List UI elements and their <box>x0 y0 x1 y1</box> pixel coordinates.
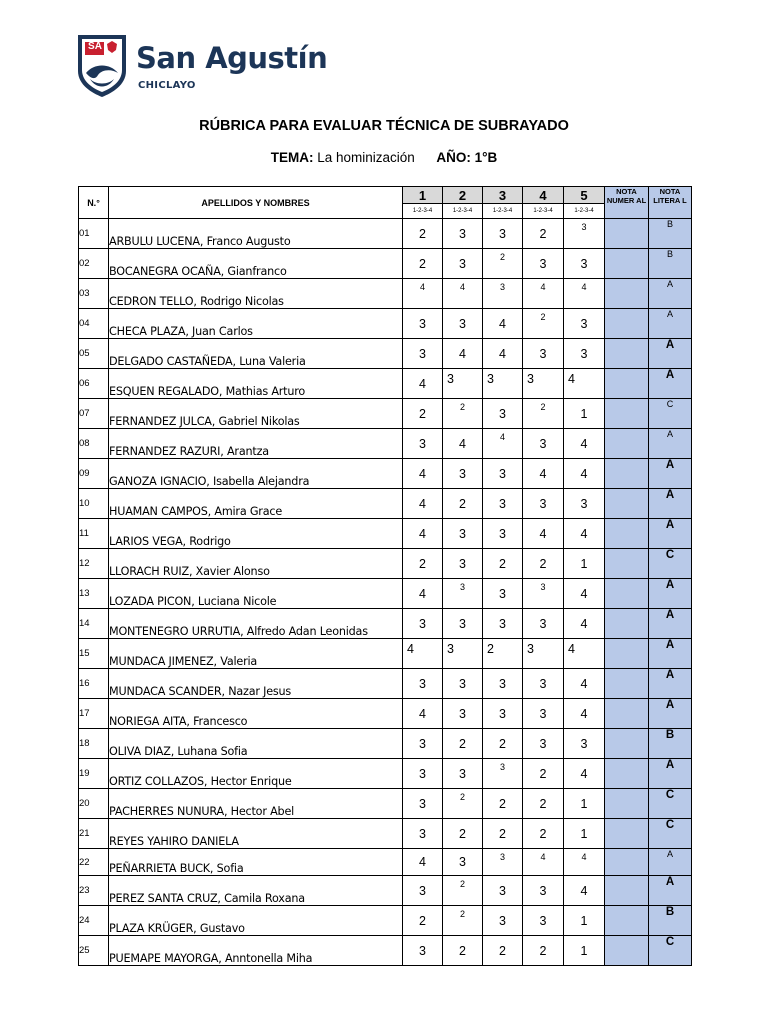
criterion-score: 4 <box>564 876 605 906</box>
criterion-score: 3 <box>443 549 483 579</box>
criterion-score: 2 <box>443 876 483 906</box>
criterion-score: 3 <box>403 936 443 966</box>
criterion-score: 3 <box>443 759 483 789</box>
nota-literal-cell: C <box>649 936 692 966</box>
criterion-score: 3 <box>403 339 443 369</box>
table-row <box>79 759 692 789</box>
nota-numeral-cell <box>605 249 649 279</box>
nota-numeral-cell <box>605 876 649 906</box>
nota-literal-cell: A <box>649 669 692 699</box>
row-number: 12 <box>79 549 109 579</box>
logo-badge: SA <box>88 41 102 52</box>
header-scale: 1-2-3-4 <box>564 204 605 219</box>
criterion-score: 1 <box>564 549 605 579</box>
nota-literal-cell: A <box>649 759 692 789</box>
criterion-score: 4 <box>403 459 443 489</box>
student-name: MONTENEGRO URRUTIA, Alfredo Adan Leonidas <box>109 609 403 639</box>
table-row <box>79 459 692 489</box>
table-row <box>79 279 692 309</box>
nota-numeral-cell <box>605 279 649 309</box>
header-scale: 1-2-3-4 <box>443 204 483 219</box>
table-row <box>79 339 692 369</box>
nota-numeral-cell <box>605 936 649 966</box>
criterion-score: 4 <box>564 459 605 489</box>
student-name: FERNANDEZ RAZURI, Arantza <box>109 429 403 459</box>
nota-literal-cell: A <box>649 849 692 876</box>
criterion-score: 4 <box>564 759 605 789</box>
table-row <box>79 579 692 609</box>
criterion-score: 4 <box>564 639 605 669</box>
criterion-score: 2 <box>523 819 564 849</box>
page-title: RÚBRICA PARA EVALUAR TÉCNICA DE SUBRAYADO <box>199 118 569 134</box>
row-number: 04 <box>79 309 109 339</box>
criterion-score: 4 <box>523 849 564 876</box>
criterion-score: 3 <box>403 759 443 789</box>
criterion-score: 3 <box>564 249 605 279</box>
table-row <box>79 429 692 459</box>
criterion-score: 2 <box>523 309 564 339</box>
nota-numeral-cell <box>605 609 649 639</box>
nota-numeral-cell <box>605 549 649 579</box>
student-name: PLAZA KRÜGER, Gustavo <box>109 906 403 936</box>
criterion-score: 2 <box>483 639 523 669</box>
criterion-score: 2 <box>523 759 564 789</box>
criterion-score: 4 <box>483 309 523 339</box>
criterion-score: 2 <box>443 729 483 759</box>
header-criterion: 3 <box>483 187 523 204</box>
nota-literal-cell: A <box>649 339 692 369</box>
nota-literal-cell: A <box>649 309 692 339</box>
header-scale: 1-2-3-4 <box>523 204 564 219</box>
nota-numeral-cell <box>605 309 649 339</box>
criterion-score: 3 <box>443 249 483 279</box>
student-name: FERNANDEZ JULCA, Gabriel Nikolas <box>109 399 403 429</box>
nota-literal-cell: B <box>649 729 692 759</box>
criterion-score: 3 <box>483 669 523 699</box>
nota-literal-cell: A <box>649 579 692 609</box>
logo-city: CHICLAYO <box>138 80 196 91</box>
row-number: 16 <box>79 669 109 699</box>
table-row <box>79 729 692 759</box>
criterion-score: 3 <box>523 249 564 279</box>
criterion-score: 3 <box>523 699 564 729</box>
student-name: LOZADA PICON, Luciana Nicole <box>109 579 403 609</box>
student-name: PEÑARRIETA BUCK, Sofia <box>109 849 403 876</box>
criterion-score: 2 <box>523 219 564 249</box>
criterion-score: 3 <box>403 429 443 459</box>
table-row <box>79 609 692 639</box>
student-name: NORIEGA AITA, Francesco <box>109 699 403 729</box>
criterion-score: 3 <box>443 849 483 876</box>
criterion-score: 2 <box>403 906 443 936</box>
student-name: PUEMAPE MAYORGA, Anntonella Miha <box>109 936 403 966</box>
criterion-score: 3 <box>523 489 564 519</box>
table-row <box>79 249 692 279</box>
criterion-score: 3 <box>403 789 443 819</box>
criterion-score: 2 <box>523 789 564 819</box>
criterion-score: 3 <box>523 639 564 669</box>
criterion-score: 2 <box>523 399 564 429</box>
criterion-score: 2 <box>483 819 523 849</box>
nota-numeral-cell <box>605 699 649 729</box>
student-name: OLIVA DIAZ, Luhana Sofia <box>109 729 403 759</box>
student-name: HUAMAN CAMPOS, Amira Grace <box>109 489 403 519</box>
criterion-score: 3 <box>483 219 523 249</box>
student-name: CEDRON TELLO, Rodrigo Nicolas <box>109 279 403 309</box>
anio-value: 1°B <box>474 150 498 165</box>
nota-numeral-cell <box>605 429 649 459</box>
criterion-score: 4 <box>443 279 483 309</box>
row-number: 09 <box>79 459 109 489</box>
criterion-score: 3 <box>523 906 564 936</box>
row-number: 02 <box>79 249 109 279</box>
nota-literal-cell: A <box>649 876 692 906</box>
row-number: 05 <box>79 339 109 369</box>
nota-literal-cell: C <box>649 819 692 849</box>
criterion-score: 3 <box>443 639 483 669</box>
rubric-table <box>78 186 692 966</box>
criterion-score: 2 <box>483 549 523 579</box>
logo-name: San Agustín <box>136 41 328 75</box>
criterion-score: 4 <box>403 279 443 309</box>
row-number: 25 <box>79 936 109 966</box>
criterion-score: 3 <box>443 579 483 609</box>
student-name: CHECA PLAZA, Juan Carlos <box>109 309 403 339</box>
nota-numeral-cell <box>605 489 649 519</box>
criterion-score: 2 <box>523 936 564 966</box>
header-scale: 1-2-3-4 <box>403 204 443 219</box>
nota-literal-cell: A <box>649 489 692 519</box>
criterion-score: 3 <box>443 609 483 639</box>
criterion-score: 4 <box>564 579 605 609</box>
student-name: MUNDACA SCANDER, Nazar Jesus <box>109 669 403 699</box>
criterion-score: 1 <box>564 789 605 819</box>
row-number: 10 <box>79 489 109 519</box>
criterion-score: 3 <box>483 369 523 399</box>
criterion-score: 2 <box>443 399 483 429</box>
student-name: LARIOS VEGA, Rodrigo <box>109 519 403 549</box>
criterion-score: 3 <box>483 699 523 729</box>
table-row <box>79 399 692 429</box>
nota-numeral-cell <box>605 219 649 249</box>
criterion-score: 3 <box>443 369 483 399</box>
criterion-score: 4 <box>523 519 564 549</box>
table-row <box>79 369 692 399</box>
criterion-score: 4 <box>564 849 605 876</box>
student-name: ESQUEN REGALADO, Mathias Arturo <box>109 369 403 399</box>
criterion-score: 3 <box>564 339 605 369</box>
nota-literal-cell: A <box>649 699 692 729</box>
nota-literal-cell: A <box>649 639 692 669</box>
criterion-score: 3 <box>483 489 523 519</box>
criterion-score: 3 <box>443 219 483 249</box>
header-scale: 1-2-3-4 <box>483 204 523 219</box>
criterion-score: 3 <box>523 339 564 369</box>
criterion-score: 2 <box>483 936 523 966</box>
criterion-score: 3 <box>483 459 523 489</box>
nota-numeral-cell <box>605 459 649 489</box>
row-number: 06 <box>79 369 109 399</box>
nota-literal-cell: C <box>649 399 692 429</box>
header-criterion: 1 <box>403 187 443 204</box>
criterion-score: 3 <box>523 369 564 399</box>
table-row <box>79 219 692 249</box>
criterion-score: 4 <box>564 699 605 729</box>
criterion-score: 3 <box>443 699 483 729</box>
criterion-score: 4 <box>523 459 564 489</box>
criterion-score: 3 <box>564 309 605 339</box>
table-row <box>79 309 692 339</box>
row-number: 03 <box>79 279 109 309</box>
criterion-score: 1 <box>564 819 605 849</box>
nota-literal-cell: A <box>649 609 692 639</box>
criterion-score: 4 <box>403 579 443 609</box>
criterion-score: 4 <box>523 279 564 309</box>
criterion-score: 4 <box>564 369 605 399</box>
nota-literal-cell: A <box>649 279 692 309</box>
criterion-score: 4 <box>403 639 443 669</box>
criterion-score: 3 <box>403 609 443 639</box>
nota-literal-cell: A <box>649 369 692 399</box>
criterion-score: 4 <box>403 699 443 729</box>
nota-literal-cell: A <box>649 519 692 549</box>
row-number: 22 <box>79 849 109 876</box>
row-number: 15 <box>79 639 109 669</box>
table-row <box>79 906 692 936</box>
header-name: APELLIDOS Y NOMBRES <box>109 187 403 219</box>
criterion-score: 2 <box>523 549 564 579</box>
criterion-score: 3 <box>403 309 443 339</box>
table-row <box>79 549 692 579</box>
criterion-score: 2 <box>403 219 443 249</box>
criterion-score: 4 <box>483 429 523 459</box>
criterion-score: 3 <box>483 399 523 429</box>
student-name: PACHERRES NUNURA, Hector Abel <box>109 789 403 819</box>
criterion-score: 3 <box>523 876 564 906</box>
school-logo <box>76 33 326 99</box>
table-row <box>79 699 692 729</box>
criterion-score: 3 <box>443 519 483 549</box>
header-number: N.° <box>79 187 109 219</box>
student-name: GANOZA IGNACIO, Isabella Alejandra <box>109 459 403 489</box>
criterion-score: 2 <box>443 489 483 519</box>
table-row <box>79 876 692 906</box>
nota-literal-cell: B <box>649 906 692 936</box>
criterion-score: 2 <box>443 819 483 849</box>
criterion-score: 3 <box>483 609 523 639</box>
nota-numeral-cell <box>605 519 649 549</box>
criterion-score: 3 <box>523 729 564 759</box>
table-row <box>79 936 692 966</box>
row-number: 19 <box>79 759 109 789</box>
criterion-score: 4 <box>564 429 605 459</box>
criterion-score: 1 <box>564 936 605 966</box>
criterion-score: 4 <box>443 339 483 369</box>
criterion-score: 2 <box>443 906 483 936</box>
nota-numeral-cell <box>605 579 649 609</box>
nota-numeral-cell <box>605 789 649 819</box>
row-number: 08 <box>79 429 109 459</box>
criterion-score: 3 <box>443 309 483 339</box>
table-row <box>79 639 692 669</box>
nota-literal-cell: A <box>649 429 692 459</box>
criterion-score: 3 <box>403 729 443 759</box>
criterion-score: 4 <box>564 519 605 549</box>
criterion-score: 3 <box>564 489 605 519</box>
student-name: LLORACH RUIZ, Xavier Alonso <box>109 549 403 579</box>
row-number: 18 <box>79 729 109 759</box>
anio-label: AÑO: <box>436 150 471 165</box>
table-row <box>79 669 692 699</box>
nota-numeral-cell <box>605 369 649 399</box>
header-criterion: 2 <box>443 187 483 204</box>
criterion-score: 3 <box>523 609 564 639</box>
table-row <box>79 489 692 519</box>
student-name: ARBULU LUCENA, Franco Augusto <box>109 219 403 249</box>
criterion-score: 4 <box>564 609 605 639</box>
tema-value: La hominización <box>317 150 415 165</box>
row-number: 21 <box>79 819 109 849</box>
criterion-score: 3 <box>483 876 523 906</box>
criterion-score: 4 <box>564 669 605 699</box>
table-row <box>79 849 692 876</box>
nota-literal-cell: A <box>649 459 692 489</box>
criterion-score: 3 <box>523 669 564 699</box>
criterion-score: 3 <box>483 906 523 936</box>
nota-numeral-cell <box>605 639 649 669</box>
nota-literal-cell: C <box>649 549 692 579</box>
row-number: 24 <box>79 906 109 936</box>
criterion-score: 2 <box>483 729 523 759</box>
table-row <box>79 519 692 549</box>
criterion-score: 3 <box>403 669 443 699</box>
student-name: DELGADO CASTAÑEDA, Luna Valeria <box>109 339 403 369</box>
nota-numeral-cell <box>605 729 649 759</box>
row-number: 07 <box>79 399 109 429</box>
criterion-score: 3 <box>443 669 483 699</box>
header-criterion: 4 <box>523 187 564 204</box>
nota-numeral-cell <box>605 849 649 876</box>
table-row <box>79 789 692 819</box>
criterion-score: 4 <box>483 339 523 369</box>
criterion-score: 4 <box>403 489 443 519</box>
tema-label: TEMA: <box>270 150 314 165</box>
criterion-score: 2 <box>483 789 523 819</box>
page-subtitle <box>0 150 768 165</box>
nota-numeral-cell <box>605 669 649 699</box>
student-name: BOCANEGRA OCAÑA, Gianfranco <box>109 249 403 279</box>
nota-numeral-cell <box>605 819 649 849</box>
row-number: 13 <box>79 579 109 609</box>
row-number: 11 <box>79 519 109 549</box>
criterion-score: 2 <box>483 249 523 279</box>
student-name: ORTIZ COLLAZOS, Hector Enrique <box>109 759 403 789</box>
criterion-score: 3 <box>523 579 564 609</box>
criterion-score: 1 <box>564 399 605 429</box>
criterion-score: 4 <box>403 849 443 876</box>
header-criterion: 5 <box>564 187 605 204</box>
criterion-score: 3 <box>483 759 523 789</box>
student-name: PEREZ SANTA CRUZ, Camila Roxana <box>109 876 403 906</box>
header-nota-numeral: NOTA NUMER AL <box>605 187 649 219</box>
student-name: REYES YAHIRO DANIELA <box>109 819 403 849</box>
table-row <box>79 819 692 849</box>
criterion-score: 3 <box>523 429 564 459</box>
criterion-score: 4 <box>564 279 605 309</box>
criterion-score: 3 <box>564 729 605 759</box>
criterion-score: 2 <box>403 249 443 279</box>
row-number: 01 <box>79 219 109 249</box>
criterion-score: 1 <box>564 906 605 936</box>
nota-literal-cell: B <box>649 219 692 249</box>
criterion-score: 4 <box>443 429 483 459</box>
criterion-score: 3 <box>483 519 523 549</box>
criterion-score: 3 <box>403 876 443 906</box>
criterion-score: 4 <box>403 519 443 549</box>
criterion-score: 3 <box>564 219 605 249</box>
student-name: MUNDACA JIMENEZ, Valeria <box>109 639 403 669</box>
nota-literal-cell: C <box>649 789 692 819</box>
criterion-score: 3 <box>483 579 523 609</box>
criterion-score: 4 <box>403 369 443 399</box>
nota-numeral-cell <box>605 906 649 936</box>
criterion-score: 3 <box>403 819 443 849</box>
criterion-score: 2 <box>403 549 443 579</box>
nota-numeral-cell <box>605 399 649 429</box>
criterion-score: 3 <box>443 459 483 489</box>
nota-numeral-cell <box>605 339 649 369</box>
row-number: 17 <box>79 699 109 729</box>
nota-numeral-cell <box>605 759 649 789</box>
header-nota-literal: NOTA LITERA L <box>649 187 692 219</box>
criterion-score: 3 <box>483 279 523 309</box>
criterion-score: 2 <box>443 936 483 966</box>
row-number: 20 <box>79 789 109 819</box>
nota-literal-cell: B <box>649 249 692 279</box>
row-number: 23 <box>79 876 109 906</box>
criterion-score: 2 <box>443 789 483 819</box>
criterion-score: 2 <box>403 399 443 429</box>
criterion-score: 3 <box>483 849 523 876</box>
row-number: 14 <box>79 609 109 639</box>
